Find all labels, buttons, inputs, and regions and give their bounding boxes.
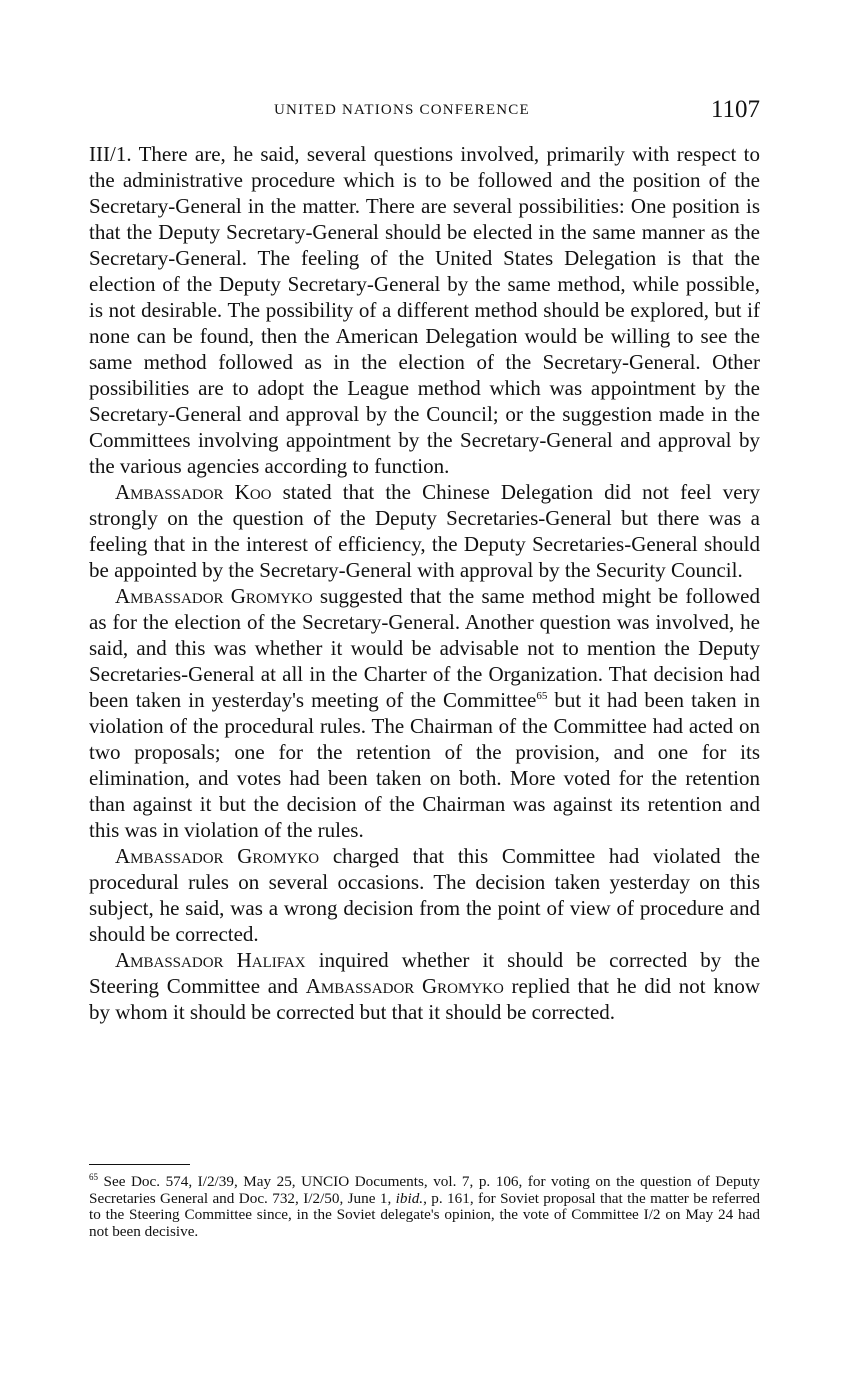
paragraph-text: charged that this Committee had violated the procedural rules on several occasions. The decision taken yesterday on this subject, he said, was a wrong decision from the point of view of procedure and should be corrected. — [89, 844, 760, 946]
footnote-divider — [89, 1164, 190, 1165]
footnote-mark: 65 — [89, 1171, 98, 1182]
paragraph-koo — [89, 479, 760, 583]
body-text — [89, 141, 760, 1025]
footnote — [89, 1171, 761, 1240]
paragraph-text: suggested that the same method might be followed as for the election of the Secretary-General. Another question was involved, he said, and this was whether it would be advisable not to mention the Deputy Secretaries-General at all in the Charter of the Organization. That decision had been taken in yesterday's meeting of the Committee — [89, 584, 760, 712]
paragraph-halifax — [89, 947, 760, 1025]
speaker-name: Ambassador Halifax — [115, 948, 306, 972]
paragraph-text: but it had been taken in violation of the procedural rules. The Chairman of the Committee had acted on two proposals; one for the retention of the provision, and one for its elimination, and votes had been taken on both. More voted for the retention than against it but the decision of the Chairman was against its retention and this was in violation of the rules. — [89, 688, 760, 842]
paragraph-gromyko-1 — [89, 583, 760, 843]
speaker-name: Ambassador Gromyko — [305, 974, 504, 998]
footnote-text: See Doc. 574, I/2/39, May 25, UNCIO Documents, vol. 7, p. 106, for voting on the question of Deputy Secretaries General and Doc. 732, I/2/50, June 1, — [89, 1173, 760, 1207]
paragraph-text: III/1. There are, he said, several questions involved, primarily with respect to the administrative procedure which is to be followed and the position of the Secretary-General in the matter. There are several possibilities: One position is that the Deputy Secretary-General should be elected in the same manner as the Secretary-General. The feeling of the United States Delegation is that the election of the Deputy Secretary-General by the same method, while possible, is not desirable. The possibility of a different method should be explored, but if none can be found, then the American Delegation would be willing to see the same method followed as in the election of the Secretary-General. Other possibilities are to adopt the League method which was appointment by the Secretary-General and approval by the Council; or the suggestion made in the Committees involving appointment by the Secretary-General and approval by the various agencies according to function. — [89, 142, 760, 478]
footnote-ibid: ibid. — [395, 1189, 424, 1207]
page-number: 1107 — [710, 96, 760, 123]
speaker-name: Ambassador Koo — [115, 480, 272, 504]
running-head — [89, 96, 760, 126]
paragraph-text: replied that he did not know by whom it should be corrected but that it should be corrected. — [89, 974, 761, 1024]
footnote-text: , p. 161, for Soviet proposal that the matter be referred to the Steering Committee since, in the Soviet delegate's opinion, the vote of Committee I/2 on May 24 had not been decisive. — [89, 1189, 761, 1240]
paragraph-gromyko-2 — [89, 843, 760, 947]
running-title: UNITED NATIONS CONFERENCE — [274, 102, 530, 118]
paragraph-continuation — [89, 141, 760, 479]
paragraph-text: inquired whether it should be corrected by the Steering Committee and — [89, 948, 761, 998]
speaker-name: Ambassador Gromyko — [115, 844, 320, 868]
paragraph-text: stated that the Chinese Delegation did not feel very strongly on the question of the Deputy Secretaries-General but there was a feeling that in the interest of efficiency, the Deputy Secretaries-General should be appointed by the Secretary-General with approval by the Security Council. — [89, 480, 761, 582]
footnote-reference[interactable]: 65 — [536, 690, 548, 702]
speaker-name: Ambassador Gromyko — [115, 584, 313, 608]
